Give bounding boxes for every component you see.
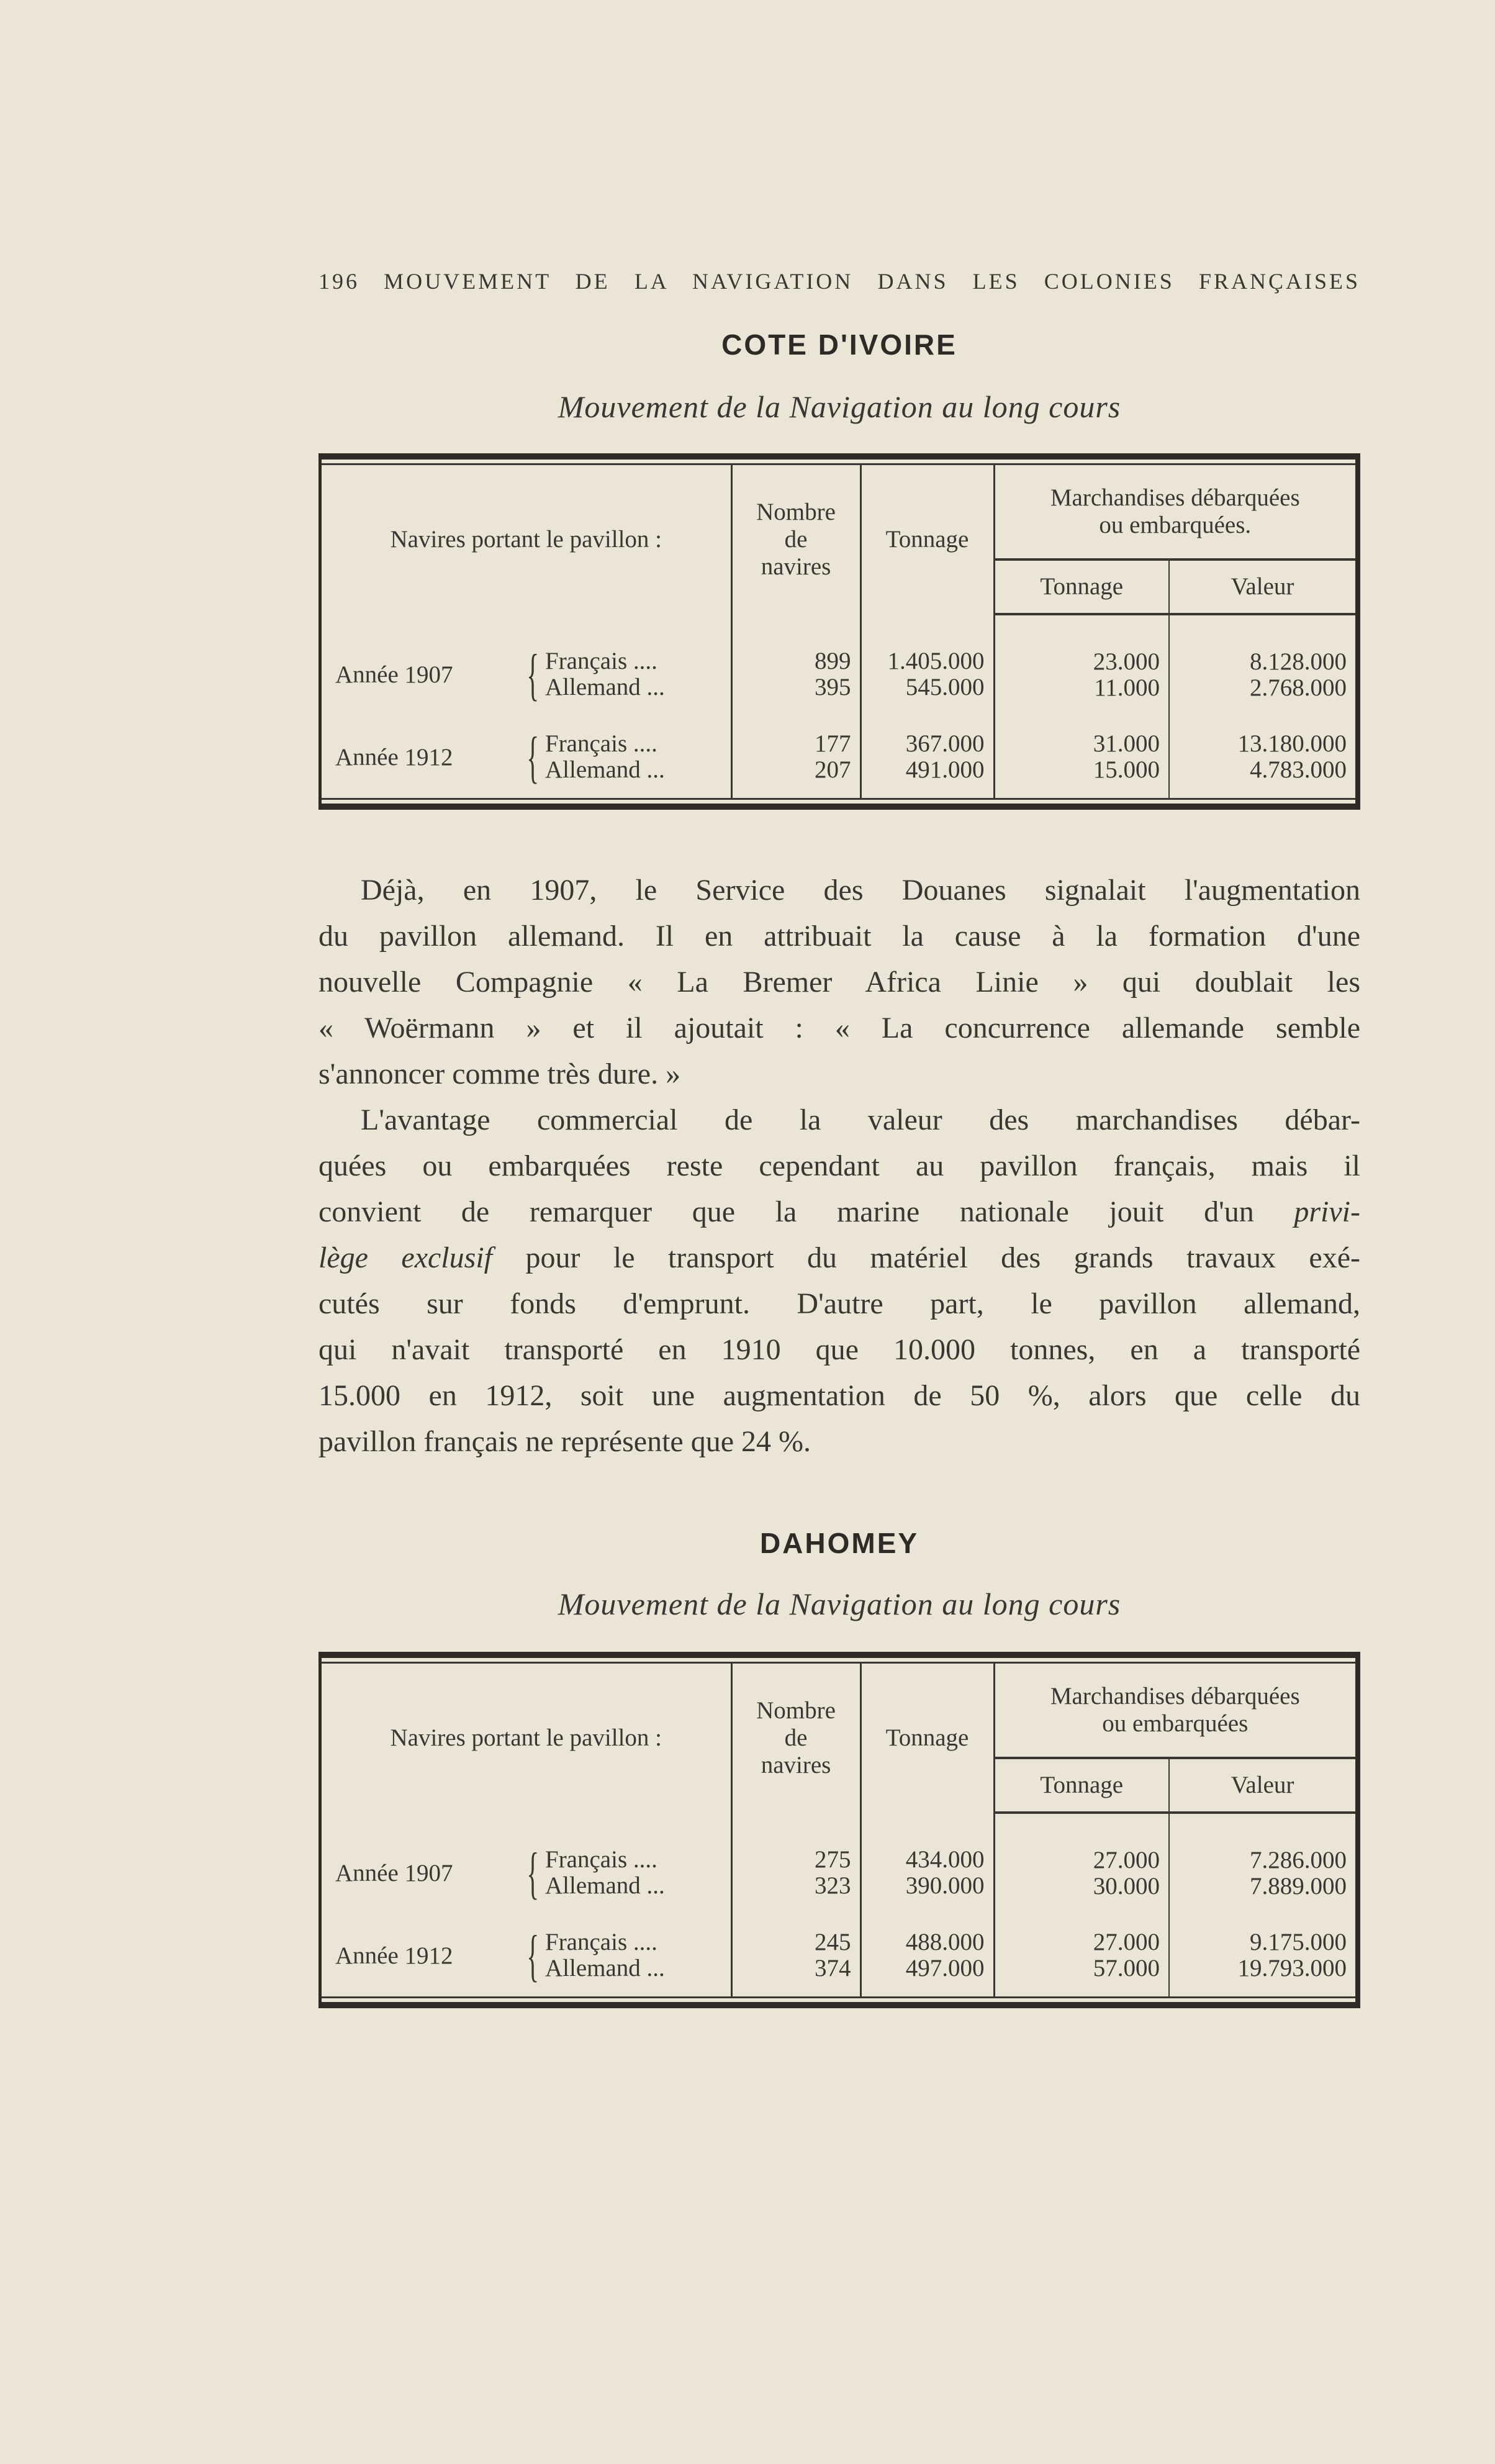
subheader-valeur: Valeur <box>1169 559 1355 614</box>
value-m-tonnage: 30.000 <box>1093 1873 1160 1900</box>
value-tonnage: 1.405.000 <box>887 648 985 674</box>
text-segment: qui n'avait transporté en 1910 que 10.000 tonnes, en a transporté <box>318 1333 1360 1366</box>
value-tonnage: 545.000 <box>905 674 985 700</box>
section-title-cote-divoire: COTE D'IVOIRE <box>721 328 957 361</box>
value-tonnage: 390.000 <box>905 1872 985 1899</box>
text-line <box>318 1281 1360 1327</box>
cell-nombre <box>731 1813 860 1914</box>
header-nombre <box>731 465 860 614</box>
text-segment: nouvelle Compagnie « La Bremer Africa Linie » qui doublait les <box>318 966 1360 999</box>
year-group-row <box>322 1813 1355 1914</box>
value-nombre: 395 <box>815 674 851 700</box>
data-table <box>322 465 1355 798</box>
year-label-cell <box>322 1813 731 1914</box>
cell-m-tonnage <box>994 1813 1169 1914</box>
value-nombre: 207 <box>815 756 851 783</box>
header-nombre-line: navires <box>761 553 831 580</box>
text-line <box>318 1097 1360 1143</box>
text-line <box>318 1189 1360 1235</box>
flag-list <box>545 731 665 783</box>
text-line <box>318 1051 1360 1097</box>
section-subtitle-cote-divoire: Mouvement de la Navigation au long cours <box>558 389 1121 424</box>
flag-list <box>545 1929 665 1982</box>
value-m-tonnage: 23.000 <box>1093 648 1160 675</box>
year-label <box>322 643 731 706</box>
text-line <box>318 959 1360 1005</box>
header-nombre <box>731 1664 860 1813</box>
year-group-row <box>322 716 1355 798</box>
year-text: Année 1907 <box>335 661 453 688</box>
text-line <box>318 1419 1360 1465</box>
cell-nombre <box>731 1914 860 1996</box>
header-nombre-line: Nombre <box>756 499 836 525</box>
text-line <box>318 867 1360 913</box>
header-marchandises-line: ou embarquées. <box>1099 512 1252 538</box>
text-line <box>318 1235 1360 1281</box>
running-title: MOUVEMENT DE LA NAVIGATION DANS LES COLONIES FRANÇAISES <box>384 269 1361 294</box>
header-navires: Navires portant le pavillon : <box>390 1724 662 1751</box>
italic-text: lège exclusif <box>318 1241 492 1274</box>
value-nombre: 374 <box>815 1955 851 1982</box>
text-line <box>318 1005 1360 1051</box>
header-nombre-line: Nombre <box>756 1697 836 1724</box>
flag-name: Français .... <box>545 1929 657 1955</box>
year-text: Année 1912 <box>335 1942 453 1969</box>
cell-valeur <box>1169 716 1355 798</box>
cell-tonnage <box>860 1914 994 1996</box>
table-frame <box>322 1662 1355 1998</box>
header-tonnage: Tonnage <box>860 1664 994 1813</box>
value-valeur: 7.286.000 <box>1250 1847 1347 1873</box>
value-m-tonnage: 27.000 <box>1093 1847 1160 1873</box>
italic-text: privi- <box>1294 1195 1360 1228</box>
cell-m-tonnage <box>994 1914 1169 1996</box>
value-nombre: 245 <box>815 1929 851 1955</box>
value-tonnage: 488.000 <box>905 1929 985 1955</box>
year-label <box>322 1924 731 1987</box>
value-nombre: 323 <box>815 1872 851 1899</box>
value-tonnage: 491.000 <box>905 756 985 783</box>
value-tonnage: 367.000 <box>905 730 985 757</box>
text-segment: convient de remarquer que la marine nationale jouit d'un <box>318 1195 1294 1228</box>
cell-tonnage <box>860 716 994 798</box>
year-text: Année 1907 <box>335 1859 453 1886</box>
text-segment: s'annoncer comme très dure. » <box>318 1058 681 1090</box>
data-table <box>322 1664 1355 1996</box>
text-segment: 15.000 en 1912, soit une augmentation de 50 %, alors que celle du <box>318 1379 1360 1412</box>
header-row <box>322 465 1355 559</box>
cell-m-tonnage <box>994 614 1169 716</box>
header-marchandises <box>994 1664 1355 1758</box>
text-segment: Déjà, en 1907, le Service des Douanes signalait l'augmentation <box>361 874 1360 907</box>
text-line <box>318 1143 1360 1189</box>
cell-nombre <box>731 716 860 798</box>
value-m-tonnage: 27.000 <box>1093 1929 1160 1955</box>
header-nombre-line: navires <box>761 1752 831 1778</box>
flag-name: Français .... <box>545 1846 657 1873</box>
value-nombre: 177 <box>815 730 851 757</box>
header-marchandises-line: Marchandises débarquées <box>1050 484 1300 511</box>
value-m-tonnage: 31.000 <box>1093 730 1160 757</box>
brace-icon: { <box>526 1841 540 1905</box>
flag-name: Allemand ... <box>545 1872 665 1899</box>
value-valeur: 9.175.000 <box>1250 1929 1347 1955</box>
flag-name: Français .... <box>545 730 657 757</box>
value-valeur: 13.180.000 <box>1237 730 1347 757</box>
subheader-tonnage: Tonnage <box>994 1758 1169 1813</box>
header-nombre-line: de <box>784 526 808 553</box>
text-segment: « Woërmann » et il ajoutait : « La concurrence allemande semble <box>318 1012 1360 1044</box>
year-label <box>322 725 731 789</box>
text-segment: L'avantage commercial de la valeur des marchandises débar- <box>361 1103 1360 1136</box>
year-label-cell <box>322 614 731 716</box>
value-tonnage: 497.000 <box>905 1955 985 1982</box>
header-row <box>322 1664 1355 1758</box>
flag-name: Français .... <box>545 648 657 674</box>
subheader-tonnage: Tonnage <box>994 559 1169 614</box>
text-segment: pavillon français ne représente que 24 %. <box>318 1425 811 1458</box>
section-title-dahomey: DAHOMEY <box>759 1527 919 1559</box>
text-segment: quées ou embarquées reste cependant au pavillon français, mais il <box>318 1149 1360 1182</box>
table-cote-divoire <box>318 453 1360 810</box>
cell-tonnage <box>860 614 994 716</box>
brace-icon: { <box>526 725 540 789</box>
flag-name: Allemand ... <box>545 756 665 783</box>
table-dahomey <box>318 1652 1360 2008</box>
value-m-tonnage: 15.000 <box>1093 756 1160 783</box>
cell-tonnage <box>860 1813 994 1914</box>
page-number: 196 <box>318 269 359 294</box>
value-valeur: 7.889.000 <box>1250 1873 1347 1900</box>
flag-list <box>545 648 665 700</box>
flag-list <box>545 1847 665 1899</box>
header-marchandises-line: Marchandises débarquées <box>1050 1683 1300 1710</box>
table-frame <box>322 463 1355 800</box>
value-valeur: 8.128.000 <box>1250 648 1347 675</box>
text-segment: cutés sur fonds d'emprunt. D'autre part, le pavillon allemand, <box>318 1287 1360 1320</box>
value-m-tonnage: 11.000 <box>1094 674 1160 701</box>
value-valeur: 4.783.000 <box>1250 756 1347 783</box>
year-group-row <box>322 614 1355 716</box>
running-header <box>318 268 1360 294</box>
body-text <box>318 867 1360 1465</box>
header-nombre-line: de <box>784 1724 808 1751</box>
cell-valeur <box>1169 1914 1355 1996</box>
section-subtitle-dahomey: Mouvement de la Navigation au long cours <box>558 1587 1121 1621</box>
header-marchandises-line: ou embarquées <box>1102 1710 1249 1737</box>
value-valeur: 2.768.000 <box>1250 674 1347 701</box>
text-segment: du pavillon allemand. Il en attribuait la cause à la formation d'une <box>318 920 1360 953</box>
year-group-row <box>322 1914 1355 1996</box>
value-nombre: 275 <box>815 1846 851 1873</box>
text-line <box>318 1327 1360 1373</box>
year-text: Année 1912 <box>335 743 453 771</box>
text-segment: pour le transport du matériel des grands travaux exé- <box>492 1241 1361 1274</box>
value-valeur: 19.793.000 <box>1237 1955 1347 1982</box>
cell-valeur <box>1169 614 1355 716</box>
value-tonnage: 434.000 <box>905 1846 985 1873</box>
text-line <box>318 1373 1360 1419</box>
header-tonnage: Tonnage <box>860 465 994 614</box>
subheader-valeur: Valeur <box>1169 1758 1355 1813</box>
year-label-cell <box>322 1914 731 1996</box>
brace-icon: { <box>526 1924 540 1987</box>
value-m-tonnage: 57.000 <box>1093 1955 1160 1982</box>
cell-nombre <box>731 614 860 716</box>
text-line <box>318 913 1360 959</box>
cell-m-tonnage <box>994 716 1169 798</box>
flag-name: Allemand ... <box>545 674 665 700</box>
value-nombre: 899 <box>815 648 851 674</box>
year-label <box>322 1841 731 1905</box>
year-label-cell <box>322 716 731 798</box>
cell-valeur <box>1169 1813 1355 1914</box>
brace-icon: { <box>526 643 540 706</box>
header-marchandises <box>994 465 1355 559</box>
flag-name: Allemand ... <box>545 1955 665 1982</box>
header-navires: Navires portant le pavillon : <box>390 526 662 553</box>
